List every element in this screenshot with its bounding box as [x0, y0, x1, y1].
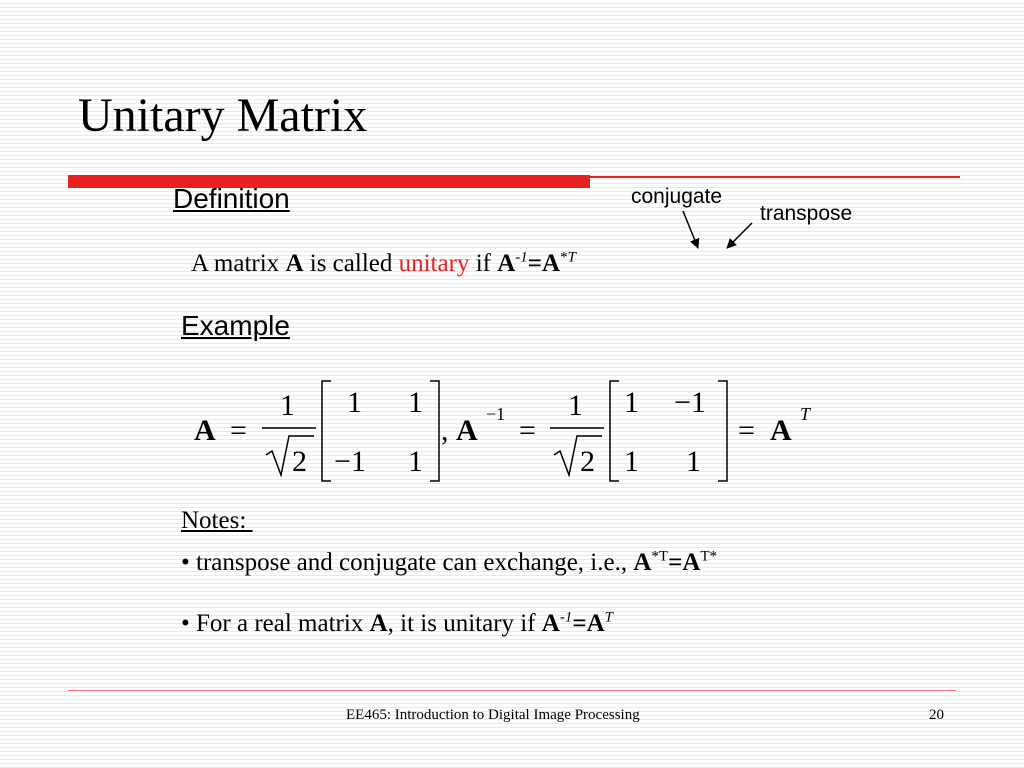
note2-A2: A — [541, 610, 560, 637]
matrix2-right-bracket — [718, 381, 727, 481]
matrix1-left-bracket — [322, 381, 331, 481]
note-2 — [181, 610, 613, 638]
eq-inv-exponent: −1 — [486, 404, 506, 424]
bullet-glyph: • — [181, 549, 190, 576]
definition-heading: Definition — [173, 183, 290, 214]
eq-equals-3: = — [738, 414, 755, 447]
def-inverse-exponent: -1 — [515, 249, 528, 266]
def-matrix-A: A — [285, 250, 304, 277]
def-text-if: if — [469, 250, 498, 277]
note-1 — [181, 549, 717, 577]
eq-T-exponent: T — [800, 404, 811, 424]
note1-exp1: *T — [651, 548, 669, 565]
eq-equals-2: = — [519, 414, 536, 447]
notes-heading: Notes: — [181, 507, 253, 534]
m1-cell: 1 — [408, 386, 423, 419]
m1-cell: 1 — [347, 386, 362, 419]
matrix1-right-bracket — [430, 381, 439, 481]
note2-pre: For a real matrix — [189, 610, 370, 637]
note1-exp2: T* — [700, 548, 718, 565]
def-equals-A: =A — [527, 250, 561, 277]
m1-cell: −1 — [334, 445, 366, 478]
note1-A: A — [633, 549, 652, 576]
def-star: *T — [560, 249, 576, 266]
eq-Ainv-label: A — [456, 414, 478, 447]
eq-equals-1: = — [230, 414, 247, 447]
def-unitary-term: unitary — [398, 250, 470, 277]
eq-comma: , — [441, 414, 449, 447]
note2-eq: =A — [572, 610, 605, 637]
sqrt1-arg: 2 — [292, 445, 307, 478]
m2-cell: 1 — [624, 386, 639, 419]
sqrt2-arg: 2 — [580, 445, 595, 478]
eq-A-label: A — [194, 414, 216, 447]
frac2-numerator: 1 — [568, 389, 583, 422]
note1-text: transpose and conjugate can exchange, i.e., — [189, 549, 634, 576]
footer-course: EE465: Introduction to Digital Image Processing — [346, 707, 640, 723]
page-number: 20 — [929, 707, 944, 723]
m2-cell: 1 — [624, 445, 639, 478]
example-heading: Example — [181, 310, 290, 341]
def-text-pre: A matrix — [191, 250, 286, 277]
footer-rule — [68, 690, 956, 691]
note2-exp1: -1 — [559, 609, 573, 626]
matrix2-left-bracket — [610, 381, 619, 481]
note2-A: A — [369, 610, 388, 637]
m1-cell: 1 — [408, 445, 423, 478]
note2-exp2: T — [604, 609, 614, 626]
page-title: Unitary Matrix — [78, 89, 368, 142]
m2-cell: 1 — [686, 445, 701, 478]
transpose-annotation: transpose — [760, 202, 853, 225]
note2-mid: , it is unitary if — [387, 610, 542, 637]
frac1-numerator: 1 — [280, 389, 295, 422]
def-text-mid: is called — [303, 250, 399, 277]
def-A-inverse: A — [497, 250, 516, 277]
note1-eq: =A — [668, 549, 701, 576]
conjugate-annotation: conjugate — [631, 185, 723, 208]
m2-cell: −1 — [674, 386, 706, 419]
bullet-glyph: • — [181, 610, 190, 637]
eq-AT-label: A — [770, 414, 792, 447]
